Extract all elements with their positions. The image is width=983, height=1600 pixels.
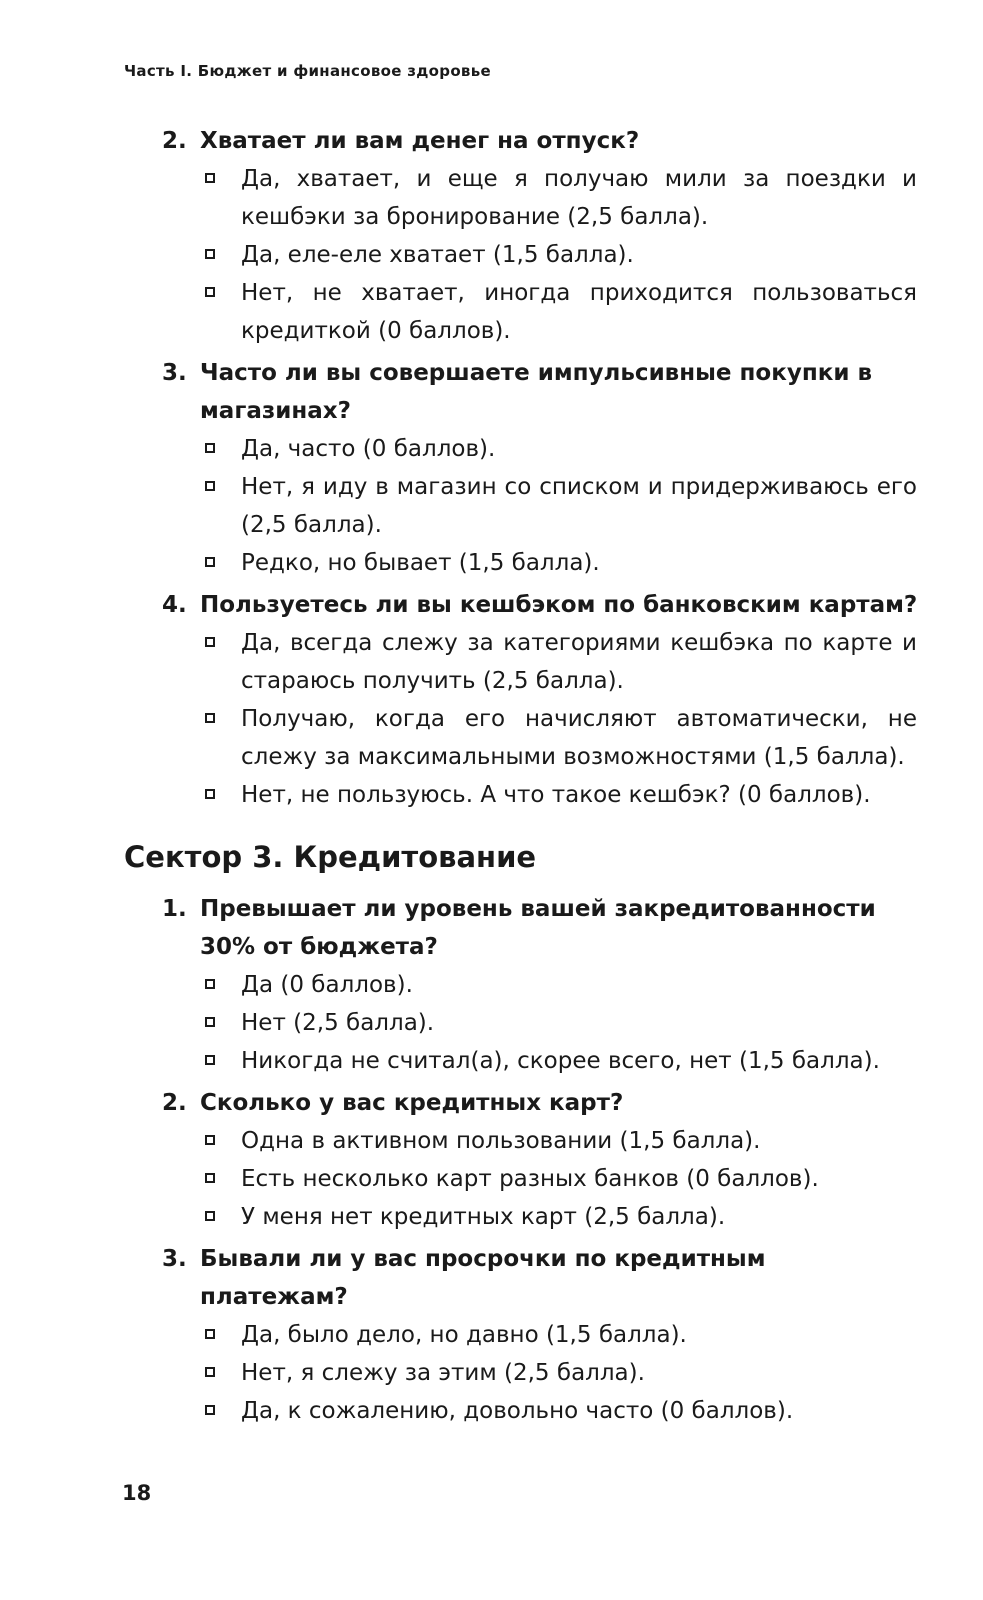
answer-option	[241, 1042, 917, 1080]
question-number: 3.	[162, 360, 187, 386]
answer-text: Да, было дело, но давно (1,5 балла).	[241, 1322, 687, 1348]
question-number: 3.	[162, 1246, 187, 1272]
answer-option	[241, 624, 917, 700]
answer-option	[241, 236, 917, 274]
section-title: Сектор 3. Кредитование	[124, 840, 537, 874]
question	[162, 1084, 920, 1122]
checkbox-square-icon	[205, 173, 215, 183]
answer-option	[241, 160, 917, 236]
checkbox-square-icon	[205, 1017, 215, 1027]
answer-option	[241, 966, 917, 1004]
question-text: Пользуетесь ли вы кешбэком по банковским картам?	[200, 592, 918, 618]
answer-text: Да, еле-еле хватает (1,5 балла).	[241, 242, 634, 268]
question-text: Бывали ли у вас просрочки по кредитным платежам?	[200, 1246, 766, 1310]
answer-option	[241, 468, 917, 544]
answer-option	[241, 776, 917, 814]
answer-option	[241, 1122, 917, 1160]
answer-text: Есть несколько карт разных банков (0 баллов).	[241, 1166, 819, 1192]
question-text: Превышает ли уровень вашей закредитованности 30% от бюджета?	[200, 896, 876, 960]
questions-sector-2	[0, 122, 983, 814]
question	[162, 354, 920, 430]
question	[162, 1240, 920, 1316]
checkbox-square-icon	[205, 249, 215, 259]
checkbox-square-icon	[205, 713, 215, 723]
answer-option	[241, 1316, 917, 1354]
answer-text: Одна в активном пользовании (1,5 балла).	[241, 1128, 761, 1154]
answer-text: Нет, я иду в магазин со списком и придерживаюсь его (2,5 балла).	[241, 474, 917, 538]
answer-text: Да, часто (0 баллов).	[241, 436, 496, 462]
question	[162, 890, 920, 966]
answer-text: Да, всегда слежу за категориями кешбэка по карте и стараюсь получить (2,5 балла).	[241, 630, 917, 694]
checkbox-square-icon	[205, 1405, 215, 1415]
checkbox-square-icon	[205, 443, 215, 453]
checkbox-square-icon	[205, 557, 215, 567]
answer-text: Нет (2,5 балла).	[241, 1010, 435, 1036]
answer-text: Получаю, когда его начисляют автоматически, не слежу за максимальными возможностями (1,5 балла).	[241, 706, 917, 770]
question	[162, 586, 920, 624]
answer-text: Да, хватает, и еще я получаю мили за поездки и кешбэки за бронирование (2,5 балла).	[241, 166, 917, 230]
answer-option	[241, 1354, 917, 1392]
checkbox-square-icon	[205, 287, 215, 297]
checkbox-square-icon	[205, 1135, 215, 1145]
answer-option	[241, 544, 917, 582]
checkbox-square-icon	[205, 1367, 215, 1377]
checkbox-square-icon	[205, 1055, 215, 1065]
question-number: 1.	[162, 896, 187, 922]
checkbox-square-icon	[205, 481, 215, 491]
answer-text: Нет, не пользуюсь. А что такое кешбэк? (0 баллов).	[241, 782, 871, 808]
question-number: 4.	[162, 592, 187, 618]
question-number: 2.	[162, 128, 187, 154]
checkbox-square-icon	[205, 637, 215, 647]
checkbox-square-icon	[205, 1211, 215, 1221]
answer-text: Нет, не хватает, иногда приходится пользоваться кредиткой (0 баллов).	[241, 280, 917, 344]
answer-option	[241, 430, 917, 468]
answer-text: Никогда не считал(а), скорее всего, нет (1,5 балла).	[241, 1048, 880, 1074]
answer-option	[241, 1004, 917, 1042]
checkbox-square-icon	[205, 1173, 215, 1183]
question-text: Сколько у вас кредитных карт?	[200, 1090, 624, 1116]
page-number: 18	[122, 1481, 152, 1505]
checkbox-square-icon	[205, 979, 215, 989]
page-content	[0, 118, 983, 1430]
questions-sector-3	[0, 890, 983, 1430]
question	[162, 122, 920, 160]
answer-text: Да, к сожалению, довольно часто (0 баллов).	[241, 1398, 794, 1424]
answer-text: У меня нет кредитных карт (2,5 балла).	[241, 1204, 726, 1230]
answer-option	[241, 700, 917, 776]
question-text: Хватает ли вам денег на отпуск?	[200, 128, 640, 154]
answer-option	[241, 1392, 917, 1430]
question-text: Часто ли вы совершаете импульсивные покупки в магазинах?	[200, 360, 873, 424]
answer-text: Нет, я слежу за этим (2,5 балла).	[241, 1360, 645, 1386]
answer-option	[241, 1160, 917, 1198]
question-number: 2.	[162, 1090, 187, 1116]
running-head: Часть I. Бюджет и финансовое здоровье	[124, 62, 491, 80]
checkbox-square-icon	[205, 789, 215, 799]
checkbox-square-icon	[205, 1329, 215, 1339]
answer-option	[241, 274, 917, 350]
answer-text: Да (0 баллов).	[241, 972, 413, 998]
answer-text: Редко, но бывает (1,5 балла).	[241, 550, 600, 576]
answer-option	[241, 1198, 917, 1236]
